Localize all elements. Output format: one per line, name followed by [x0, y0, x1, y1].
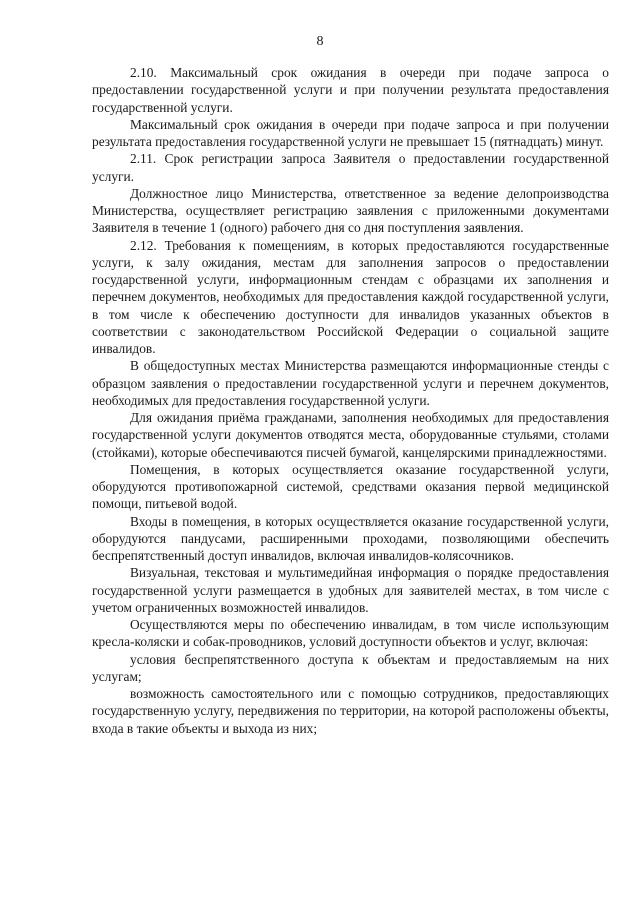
paragraph-accessibility-measures: Осуществляются меры по обеспечению инвалидам, в том числе использующим кресла-коляски и собак-проводников, условий доступности объектов и услуг, включая:	[92, 617, 609, 650]
paragraph-visual-info: Визуальная, текстовая и мультимедийная информация о порядке предоставления государственной услуги размещается в удобных для заявителей местах, в том числе с учетом ограниченных возможностей инвалидов.	[92, 565, 609, 615]
paragraph-waiting-places: Для ожидания приёма гражданами, заполнения необходимых для предоставления государственной услуги документов отводятся места, оборудованные стульями, столами (стойками), которые обеспечиваются писчей бумагой, канцелярскими принадлежностями.	[92, 410, 609, 460]
document-body	[92, 64, 609, 737]
paragraph-entrances: Входы в помещения, в которых осуществляется оказание государственной услуги, оборудуются пандусами, расширенными проходами, позволяющими обеспечить беспрепятственный доступ инвалидов, включая инвалидов-колясочников.	[92, 513, 609, 563]
paragraph-premises-equipment: Помещения, в которых осуществляется оказание государственной услуги, оборудуются противопожарной системой, средствами оказания первой медицинской помощи, питьевой водой.	[92, 461, 609, 512]
paragraph-access-conditions: условия беспрепятственного доступа к объектам и предоставляемым на них услугам;	[92, 651, 609, 684]
paragraph-2-11: 2.11. Срок регистрации запроса Заявителя о предоставлении государственной услуги.	[92, 151, 609, 184]
paragraph-independent-movement: возможность самостоятельного или с помощью сотрудников, предоставляющих государственную услугу, передвижения по территории, на которой расположены объекты, входа в такие объекты и выхода из них;	[92, 686, 609, 736]
page-number: 8	[316, 34, 324, 49]
paragraph-info-stands: В общедоступных местах Министерства размещаются информационные стенды с образцом заявления о предоставлении государственной услуги и перечнем документов, необходимых для предоставления государственной услуги.	[92, 358, 609, 408]
paragraph-2-12: 2.12. Требования к помещениям, в которых предоставляются государственные услуги, к залу ожидания, местам для заполнения запросов о предоставлении государственной услуги, информационным стендам с образцами их заполнения и перечнем документов, необходимых для предоставления каждой государственной услуги, в том числе к обеспечению доступности для инвалидов указанных объектов в соответствии с законодательством Российской Федерации о социальной защите инвалидов.	[92, 237, 609, 356]
paragraph-registration: Должностное лицо Министерства, ответственное за ведение делопроизводства Министерства, осуществляет регистрацию заявления с приложенными документами Заявителя в течение 1 (одного) рабочего дня со дня поступления заявления.	[92, 185, 609, 236]
paragraph-queue-time: Максимальный срок ожидания в очереди при подаче запроса и при получении результата предоставления государственной услуги не превышает 15 (пятнадцать) минут.	[92, 116, 609, 149]
paragraph-2-10: 2.10. Максимальный срок ожидания в очереди при подаче запроса о предоставлении государственной услуги и при получении результата предоставления государственной услуги.	[92, 65, 609, 115]
